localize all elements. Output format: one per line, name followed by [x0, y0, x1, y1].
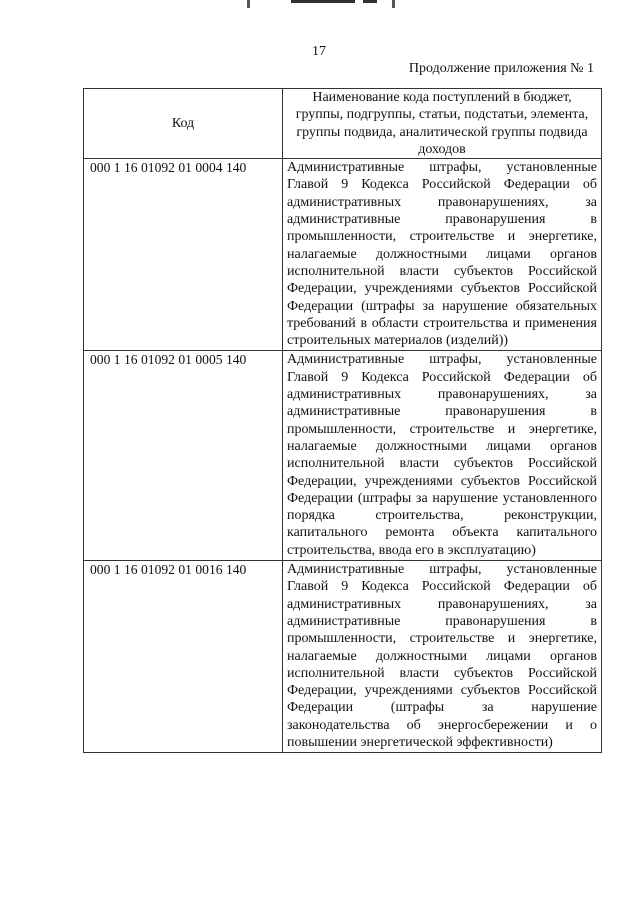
header-code: Код	[84, 89, 283, 159]
row-code: 000 1 16 01092 01 0016 140	[84, 561, 283, 753]
scan-artifact	[247, 0, 250, 8]
row-name: Административные штрафы, установленные Главой 9 Кодекса Российской Федерации об административных правонарушениях, за административные правонарушения в промышленности, строительстве и энергетике, налагаемые должностными лицами органов исполнительной власти субъектов Российской Федерации, учреждениями субъектов Российской Федерации (штрафы за нарушение установленного порядка строительства, реконструкции, капитального ремонта объекта капитального строительства, ввода его в эксплуатацию)	[283, 351, 602, 561]
revenue-codes-table	[83, 88, 602, 753]
table-row	[84, 159, 602, 351]
continuation-label: Продолжение приложения № 1	[408, 61, 594, 76]
page-number: 17	[312, 44, 326, 59]
table-row	[84, 561, 602, 753]
row-name: Административные штрафы, установленные Главой 9 Кодекса Российской Федерации об административных правонарушениях, за административные правонарушения в промышленности, строительстве и энергетике, налагаемые должностными лицами органов исполнительной власти субъектов Российской Федерации, учреждениями субъектов Российской Федерации (штрафы за нарушение законодательства об энергосбережении и о повышении энергетической эффективности)	[283, 561, 602, 753]
table-header-row	[84, 89, 602, 159]
scan-artifact	[363, 0, 377, 3]
table-row	[84, 351, 602, 561]
scan-artifact	[291, 0, 355, 3]
row-code: 000 1 16 01092 01 0004 140	[84, 159, 283, 351]
row-code: 000 1 16 01092 01 0005 140	[84, 351, 283, 561]
header-name: Наименование кода поступлений в бюджет, группы, подгруппы, статьи, подстатьи, элемента, группы подвида, аналитической группы подвида доходов	[283, 89, 602, 159]
row-name: Административные штрафы, установленные Главой 9 Кодекса Российской Федерации об административных правонарушениях, за административные правонарушения в промышленности, строительстве и энергетике, налагаемые должностными лицами органов исполнительной власти субъектов Российской Федерации, учреждениями субъектов Российской Федерации (штрафы за нарушение обязательных требований в области строительства и применения строительных материалов (изделий))	[283, 159, 602, 351]
scan-artifact	[392, 0, 395, 8]
